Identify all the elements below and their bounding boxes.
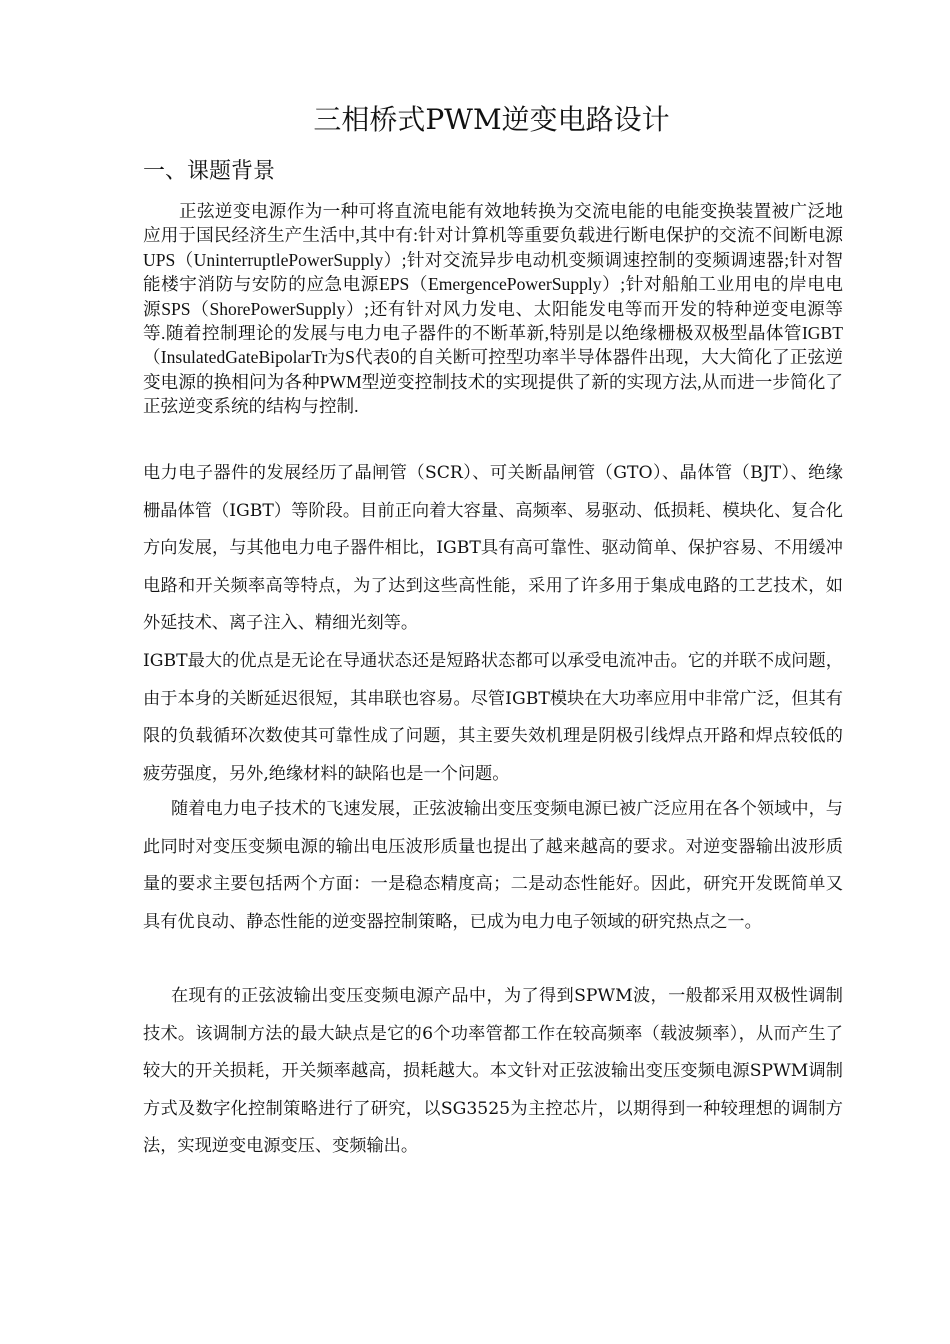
paragraph-power-devices: 电力电子器件的发展经历了晶闸管（SCR）、可关断晶闸管（GTO）、晶体管（BJT）、绝缘栅晶体管（IGBT）等阶段。目前正向着大容量、高频率、易驱动、低损耗、模块化、复合化方向发展，与其他电力电子器件相比，IGBT具有高可靠性、驱动简单、保护容易、不用缓冲电路和开关频率高等特点，为了达到这些高性能，采用了许多用于集成电路的工艺技术，如外延技术、离子注入、精细光刻等。	[143, 463, 843, 633]
document-title: 三相桥式PWM逆变电路设计	[313, 103, 670, 136]
paragraph-waveform-quality: 随着电力电子技术的飞速发展，正弦波输出变压变频电源已被广泛应用在各个领域中，与此同时对变压变频电源的输出电压波形质量也提出了越来越高的要求。对逆变器输出波形质量的要求主要包括两个方面：一是稳态精度高；二是动态性能好。因此，研究开发既简单又具有优良动、静态性能的逆变器控制策略，已成为电力电子领域的研究热点之一。	[143, 799, 843, 932]
paragraph-spwm-modulation: 在现有的正弦波输出变压变频电源产品中，为了得到SPWM波，一般都采用双极性调制技术。该调制方法的最大缺点是它的6个功率管都工作在较高频率（载波频率），从而产生了较大的开关损耗，开关频率越高，损耗越大。本文针对正弦波输出变压变频电源SPWM调制方式及数字化控制策略进行了研究，以SG3525为主控芯片，以期得到一种较理想的调制方法，实现逆变电源变压、变频输出。	[143, 986, 843, 1156]
paragraph-igbt-advantages: IGBT最大的优点是无论在导通状态还是短路状态都可以承受电流冲击。它的并联不成问题，由于本身的关断延迟很短，其串联也容易。尽管IGBT模块在大功率应用中非常广泛，但其有限的负载循环次数使其可靠性成了问题，其主要失效机理是阴极引线焊点开路和焊点较低的疲劳强度，另外,绝缘材料的缺陷也是一个问题。	[143, 651, 843, 784]
section-heading: 一、课题背景	[143, 159, 276, 184]
paragraph-inverter-background: 正弦逆变电源作为一种可将直流电能有效地转换为交流电能的电能变换装置被广泛地应用于国民经济生产生活中,其中有:针对计算机等重要负载进行断电保护的交流不间断电源UPS（UninterruptlePowerSupply）;针对交流异步电动机变频调速控制的变频调速器;针对智能楼宇消防与安防的应急电源EPS（EmergencePowerSupply）;针对船舶工业用电的岸电电源SPS（ShorePowerSupply）;还有针对风力发电、太阳能发电等而开发的特种逆变电源等等.随着控制理论的发展与电力电子器件的不断革新,特别是以绝缘栅极双极型晶体管IGBT（InsulatedGateBipolarTr为S代表0的自关断可控型功率半导体器件出现，大大简化了正弦逆变电源的换相问为各种PWM型逆变控制技术的实现提供了新的实现方法,从而进一步简化了正弦逆变系统的结构与控制.	[143, 201, 843, 417]
